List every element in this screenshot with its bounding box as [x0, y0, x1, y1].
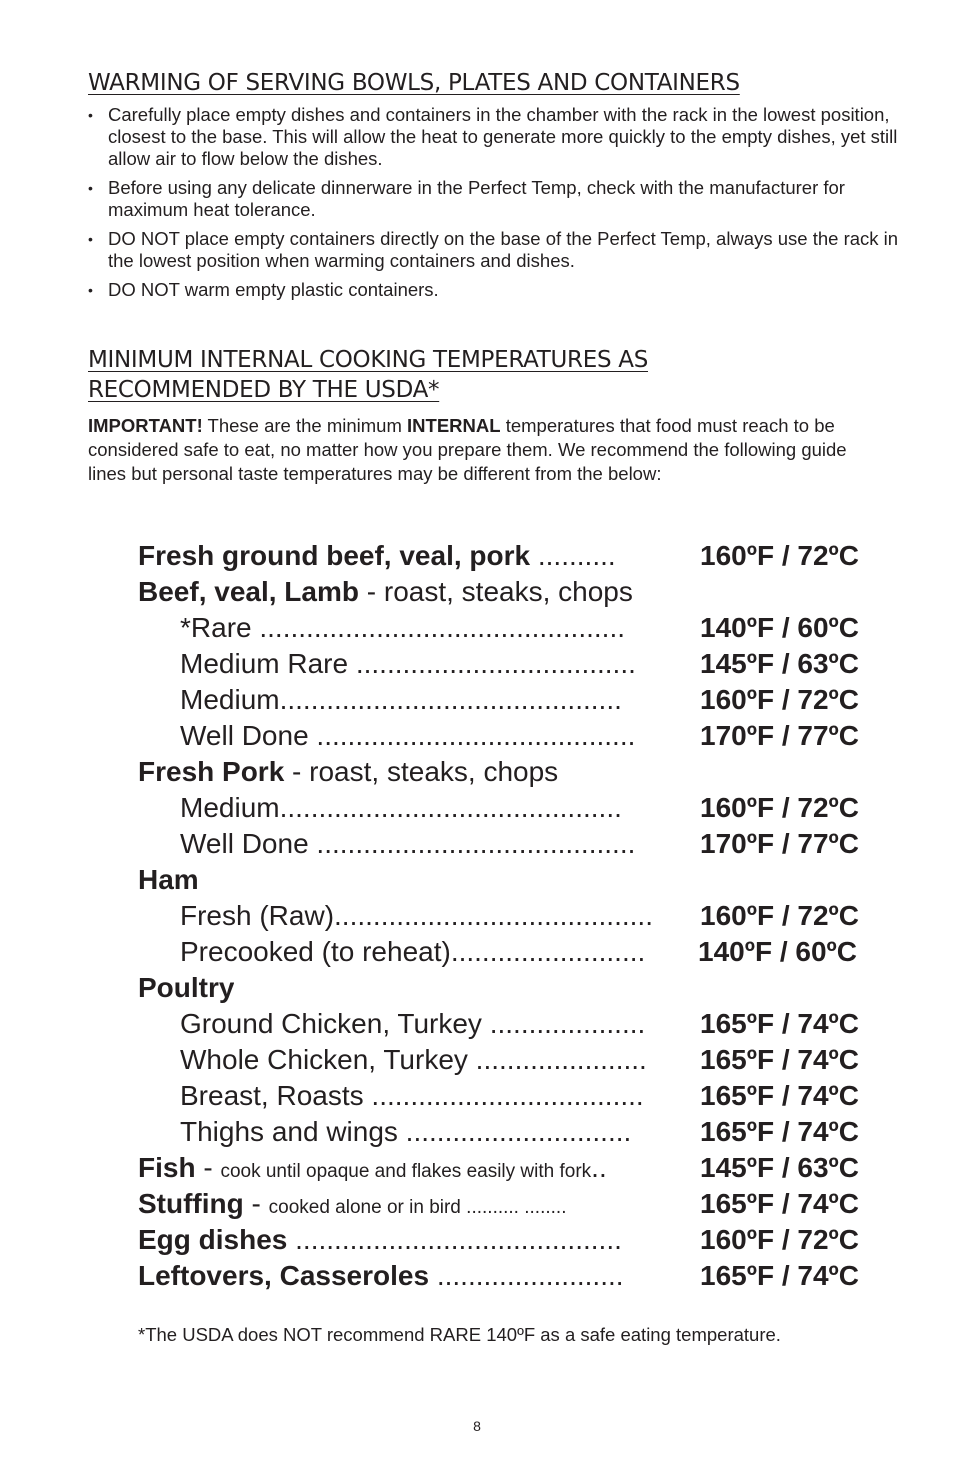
temperature-value: 165ºF / 74ºC	[700, 1260, 859, 1291]
temperature-value: 165ºF / 74ºC	[700, 1116, 859, 1147]
table-group-row: Ham	[138, 864, 199, 895]
bullet-icon: •	[88, 107, 93, 123]
table-row: Whole Chicken, Turkey ...................... 165ºF / 74ºC	[138, 1042, 878, 1078]
temperature-value: 145ºF / 63ºC	[700, 648, 859, 679]
warming-bullet-list	[88, 104, 908, 308]
temperature-table	[138, 538, 878, 1294]
section-heading-temperatures-line2: RECOMMENDED BY THE USDA*	[88, 377, 440, 403]
important-intro: IMPORTANT! These are the minimum INTERNAL temperatures that food must reach to be considered safe to eat, no matter how you prepare them. We recommend the following guide lines but personal taste temperatures may be different from the below:	[88, 415, 847, 484]
list-item: • Before using any delicate dinnerware in the Perfect Temp, check with the manufacturer for maximum heat tolerance.	[88, 177, 845, 220]
temperature-value: 140ºF / 60ºC	[700, 612, 859, 643]
temperature-value: 170ºF / 77ºC	[700, 828, 859, 859]
temperature-value: 160ºF / 72ºC	[700, 684, 859, 715]
temperature-value: 165ºF / 74ºC	[700, 1188, 859, 1219]
usda-footnote: *The USDA does NOT recommend RARE 140ºF as a safe eating temperature.	[138, 1324, 781, 1345]
table-row: Fish - cook until opaque and flakes easily with fork.. 145ºF / 63ºC	[138, 1150, 878, 1186]
table-group-row: Poultry	[138, 972, 235, 1003]
table-group-row: Fresh Pork - roast, steaks, chops	[138, 756, 559, 787]
list-item: • DO NOT warm empty plastic containers.	[88, 279, 439, 300]
temperature-value: 165ºF / 74ºC	[700, 1008, 859, 1039]
temperature-value: 165ºF / 74ºC	[700, 1044, 859, 1075]
temperature-value: 145ºF / 63ºC	[700, 1152, 859, 1183]
table-row: Fresh ground beef, veal, pork .......... 160ºF / 72ºC	[138, 538, 878, 574]
section-heading-warming: WARMING OF SERVING BOWLS, PLATES AND CONTAINERS	[88, 70, 740, 96]
table-row: Medium............................................ 160ºF / 72ºC	[138, 682, 878, 718]
table-row: Medium Rare .................................... 145ºF / 63ºC	[138, 646, 878, 682]
temperature-value: 160ºF / 72ºC	[700, 1224, 859, 1255]
table-row: Breast, Roasts ................................... 165ºF / 74ºC	[138, 1078, 878, 1114]
important-label: IMPORTANT!	[88, 415, 203, 436]
table-row: Thighs and wings ............................. 165ºF / 74ºC	[138, 1114, 878, 1150]
page-number: 8	[473, 1418, 481, 1434]
bullet-icon: •	[88, 231, 93, 247]
bullet-icon: •	[88, 282, 93, 298]
table-group-row: Beef, veal, Lamb - roast, steaks, chops	[138, 576, 633, 607]
table-row: Precooked (to reheat)......................... 140ºF / 60ºC	[138, 934, 878, 970]
temperature-value: 170ºF / 77ºC	[700, 720, 859, 751]
table-row: *Rare ............................................... 140ºF / 60ºC	[138, 610, 878, 646]
internal-label: INTERNAL	[407, 415, 501, 436]
section-heading-temperatures-line1: MINIMUM INTERNAL COOKING TEMPERATURES AS	[88, 347, 649, 373]
table-row: Leftovers, Casseroles ........................ 165ºF / 74ºC	[138, 1258, 878, 1294]
table-row: Egg dishes .......................................... 160ºF / 72ºC	[138, 1222, 878, 1258]
table-row: Medium............................................ 160ºF / 72ºC	[138, 790, 878, 826]
table-row: Ground Chicken, Turkey .................... 165ºF / 74ºC	[138, 1006, 878, 1042]
list-item: • Carefully place empty dishes and containers in the chamber with the rack in the lowest position, closest to the base. This will allow the heat to generate more quickly to the empty dishes, yet still allow air to flow below the dishes.	[88, 104, 898, 169]
table-row: Well Done ......................................... 170ºF / 77ºC	[138, 826, 878, 862]
bullet-icon: •	[88, 180, 93, 196]
temperature-value: 160ºF / 72ºC	[700, 540, 859, 571]
table-row: Well Done ......................................... 170ºF / 77ºC	[138, 718, 878, 754]
temperature-value: 140ºF / 60ºC	[698, 936, 857, 967]
temperature-value: 160ºF / 72ºC	[700, 900, 859, 931]
temperature-value: 165ºF / 74ºC	[700, 1080, 859, 1111]
list-item: • DO NOT place empty containers directly on the base of the Perfect Temp, always use the rack in the lowest position when warming containers and dishes.	[88, 228, 899, 271]
temperature-value: 160ºF / 72ºC	[700, 792, 859, 823]
table-row: Stuffing - cooked alone or in bird .......... ........ 165ºF / 74ºC	[138, 1186, 878, 1222]
table-row: Fresh (Raw)......................................... 160ºF / 72ºC	[138, 898, 878, 934]
